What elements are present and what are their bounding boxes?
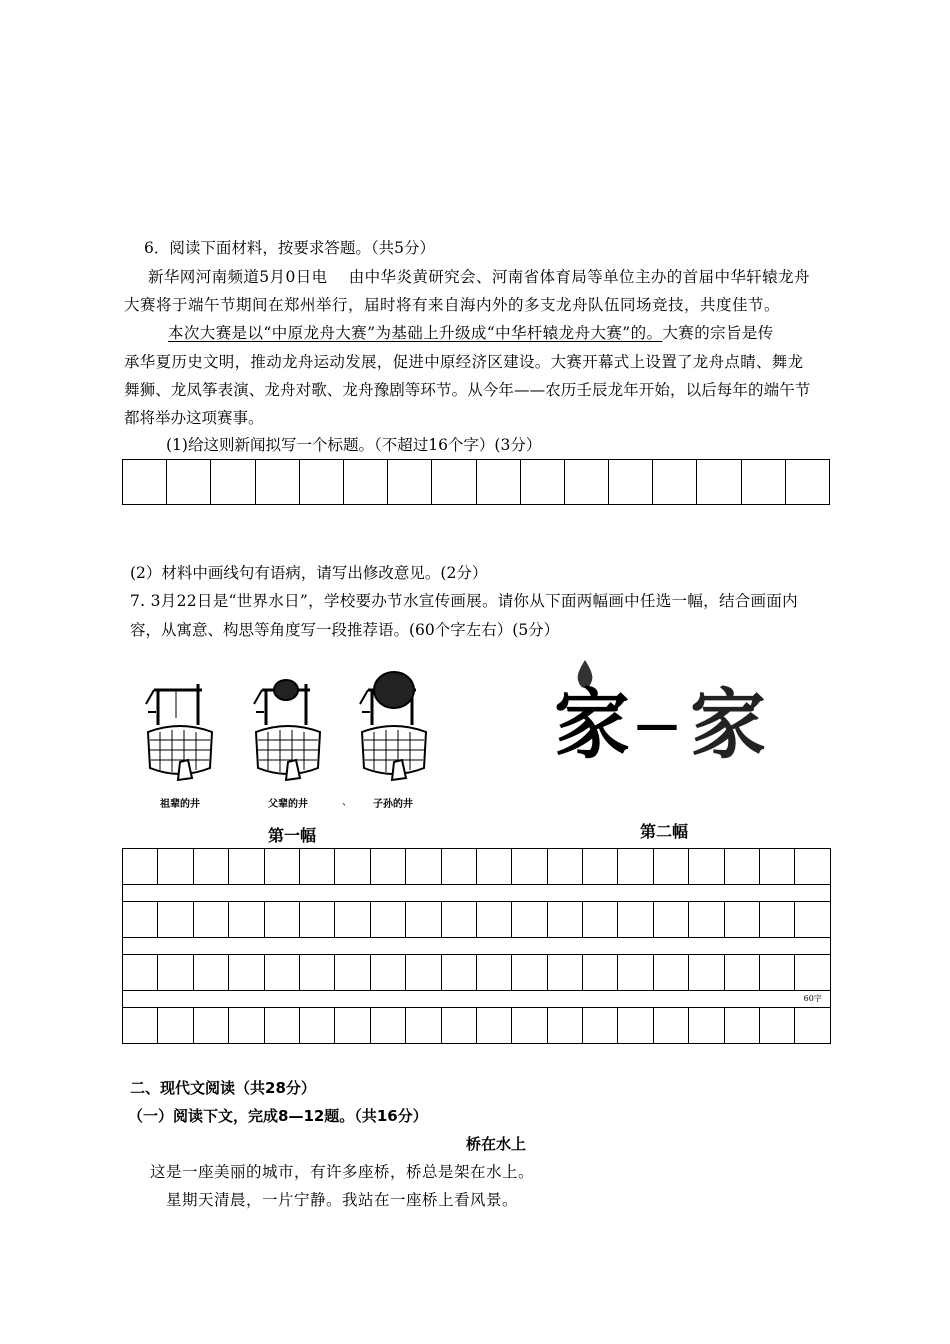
q6-sub1: (1)给这则新闻拟写一个标题。（不超过16个字）(3分） xyxy=(166,436,542,454)
grid-cell[interactable] xyxy=(583,902,618,938)
grid-cell[interactable] xyxy=(760,902,795,938)
calligraphy-char-left: 家 xyxy=(554,680,630,769)
grid-cell[interactable] xyxy=(299,460,343,505)
grid-cell[interactable] xyxy=(264,902,299,938)
grid-cell[interactable] xyxy=(299,902,334,938)
grid-cell[interactable] xyxy=(476,1008,511,1044)
well-caption-descendants: 子孙的井 xyxy=(373,799,413,810)
grid-cell[interactable] xyxy=(229,1008,264,1044)
grid-cell[interactable] xyxy=(264,849,299,885)
grid-cell[interactable] xyxy=(123,902,158,938)
well-caption-separator: 、 xyxy=(342,797,352,808)
grid-cell[interactable] xyxy=(583,955,618,991)
well-icon xyxy=(146,684,212,780)
q6-sub2: (2）材料中画线句有语病，请写出修改意见。(2分） xyxy=(130,564,488,582)
well-icon xyxy=(360,672,426,780)
grid-cell[interactable] xyxy=(432,460,476,505)
wells-illustration xyxy=(140,660,440,790)
grid-cell[interactable] xyxy=(476,955,511,991)
grid-cell[interactable] xyxy=(229,849,264,885)
grid-cell[interactable] xyxy=(158,902,193,938)
grid-cell[interactable] xyxy=(158,1008,193,1044)
grid-cell[interactable] xyxy=(547,849,582,885)
grid-cell[interactable] xyxy=(618,955,653,991)
q6-para1-line2: 大赛将于端午节期间在郑州举行，届时将有来自海内外的多支龙舟队伍同场竞技，共度佳节。 xyxy=(124,296,781,314)
grid-cell[interactable] xyxy=(512,955,547,991)
grid-cell[interactable] xyxy=(724,955,759,991)
q6-underlined-sentence: 本次大赛是以“中原龙舟大赛”为基础上升级成“中华杆辕龙舟大赛”的。 xyxy=(168,324,663,342)
article-title: 桥在水上 xyxy=(466,1135,527,1153)
grid-cell[interactable] xyxy=(193,849,228,885)
calligraphy-dash: — xyxy=(635,699,679,750)
grid-cell[interactable] xyxy=(406,955,441,991)
picture-label-2: 第二幅 xyxy=(640,822,689,841)
grid-cell[interactable] xyxy=(741,460,785,505)
grid-cell[interactable] xyxy=(689,849,724,885)
article-para2: 星期天清晨，一片宁静。我站在一座桥上看风景。 xyxy=(166,1191,519,1209)
grid-cell[interactable] xyxy=(441,955,476,991)
grid-cell[interactable] xyxy=(476,849,511,885)
grid-cell[interactable] xyxy=(441,902,476,938)
grid-cell[interactable] xyxy=(123,849,158,885)
grid-cell[interactable] xyxy=(653,902,688,938)
well-icon xyxy=(254,680,320,780)
grid-cell[interactable] xyxy=(609,460,653,505)
grid-cell[interactable] xyxy=(123,1008,158,1044)
q6-para2-line1 xyxy=(168,323,774,343)
grid-cell[interactable] xyxy=(618,849,653,885)
grid-cell[interactable] xyxy=(547,902,582,938)
grid-cell[interactable] xyxy=(760,955,795,991)
grid-cell[interactable] xyxy=(158,955,193,991)
grid-cell[interactable] xyxy=(193,902,228,938)
grid-cell[interactable] xyxy=(264,1008,299,1044)
grid-cell[interactable] xyxy=(785,460,829,505)
grid-cell[interactable] xyxy=(653,460,697,505)
section2-heading: 二、现代文阅读（共28分） xyxy=(130,1079,316,1097)
grid-cell[interactable] xyxy=(441,1008,476,1044)
grid-cell[interactable] xyxy=(441,849,476,885)
q6-para2-line4: 都将举办这项赛事。 xyxy=(124,409,264,427)
grid-cell[interactable] xyxy=(158,849,193,885)
grid-cell[interactable] xyxy=(653,955,688,991)
grid-cell[interactable] xyxy=(388,460,432,505)
grid-cell[interactable] xyxy=(406,849,441,885)
section2-subheading: （一）阅读下文，完成8—12题。（共16分） xyxy=(128,1107,428,1125)
grid-cell[interactable] xyxy=(689,955,724,991)
q7-line2: 容，从寓意、构思等角度写一段推荐语。(60个字左右）(5分） xyxy=(130,621,560,639)
grid-cell[interactable] xyxy=(512,849,547,885)
article-para1: 这是一座美丽的城市，有许多座桥，桥总是架在水上。 xyxy=(150,1163,535,1181)
calligraphy-char-right: 家 xyxy=(690,680,766,769)
grid-cell[interactable] xyxy=(547,1008,582,1044)
grid-cell[interactable] xyxy=(299,955,334,991)
grid-cell[interactable] xyxy=(123,460,167,505)
grid-cell[interactable] xyxy=(476,902,511,938)
grid-cell[interactable] xyxy=(343,460,387,505)
grid-cell[interactable] xyxy=(264,955,299,991)
grid-cell[interactable] xyxy=(335,849,370,885)
grid-cell[interactable] xyxy=(653,1008,688,1044)
q7-line1: 7. 3月22日是“世界水日”，学校要办节水宣传画展。请你从下面两幅画中任选一幅，结合画面内 xyxy=(130,592,798,610)
grid-cell[interactable] xyxy=(299,849,334,885)
grid-cell[interactable] xyxy=(653,849,688,885)
grid-cell[interactable] xyxy=(211,460,255,505)
grid-cell[interactable] xyxy=(255,460,299,505)
grid-cell[interactable] xyxy=(795,849,830,885)
grid-cell[interactable] xyxy=(406,902,441,938)
grid-cell[interactable] xyxy=(689,1008,724,1044)
grid-cell[interactable] xyxy=(229,902,264,938)
grid-cell[interactable] xyxy=(760,1008,795,1044)
grid-cell[interactable] xyxy=(547,955,582,991)
grid-cell[interactable] xyxy=(335,902,370,938)
grid-cell[interactable] xyxy=(512,902,547,938)
grid-cell[interactable] xyxy=(370,1008,405,1044)
grid-cell[interactable] xyxy=(167,460,211,505)
grid-cell[interactable] xyxy=(724,902,759,938)
grid-cell[interactable] xyxy=(476,460,520,505)
grid-cell[interactable] xyxy=(370,849,405,885)
grid-cell[interactable] xyxy=(583,1008,618,1044)
grid-cell[interactable] xyxy=(564,460,608,505)
grid-cell[interactable] xyxy=(795,1008,830,1044)
q6-para2-line2: 承华夏历史文明，推动龙舟运动发展，促进中原经济区建设。大赛开幕式上设置了龙舟点睛、舞龙 xyxy=(124,353,804,371)
q6-title: 6．阅读下面材料，按要求答题。（共5分） xyxy=(144,239,435,257)
well-caption-grandparents: 祖辈的井 xyxy=(160,799,200,810)
grid-cell[interactable] xyxy=(193,955,228,991)
grid-cell[interactable] xyxy=(335,1008,370,1044)
grid-spacer-row xyxy=(123,885,831,902)
grid-cell[interactable] xyxy=(370,955,405,991)
title-answer-grid[interactable] xyxy=(122,459,830,505)
grid-cell[interactable] xyxy=(618,902,653,938)
grid-cell[interactable] xyxy=(229,955,264,991)
q6-para2-rest: 大赛的宗旨是传 xyxy=(662,324,774,342)
grid-cell[interactable] xyxy=(795,955,830,991)
q6-para1-line1: 新华网河南频道5月0日电 由中华炎黄研究会、河南省体育局等单位主办的首届中华轩辕龙舟 xyxy=(148,268,810,286)
grid-cell[interactable] xyxy=(512,1008,547,1044)
picture-label-1: 第一幅 xyxy=(268,826,317,845)
grid-cell[interactable] xyxy=(724,1008,759,1044)
grid-cell[interactable] xyxy=(618,1008,653,1044)
grid-cell[interactable] xyxy=(335,955,370,991)
grid-cell[interactable] xyxy=(583,849,618,885)
grid-cell[interactable] xyxy=(193,1008,228,1044)
grid-cell[interactable] xyxy=(795,902,830,938)
grid-cell[interactable] xyxy=(123,955,158,991)
grid-60-char-mark: 60字 xyxy=(123,991,831,1008)
grid-cell[interactable] xyxy=(697,460,741,505)
grid-cell[interactable] xyxy=(406,1008,441,1044)
grid-cell[interactable] xyxy=(689,902,724,938)
grid-cell[interactable] xyxy=(760,849,795,885)
grid-cell[interactable] xyxy=(299,1008,334,1044)
recommendation-answer-grid[interactable] xyxy=(122,848,831,1044)
grid-cell[interactable] xyxy=(520,460,564,505)
grid-cell[interactable] xyxy=(370,902,405,938)
grid-cell[interactable] xyxy=(724,849,759,885)
well-caption-parents: 父辈的井 xyxy=(268,799,308,810)
q6-para2-line3: 舞狮、龙凤筝表演、龙舟对歌、龙舟豫剧等环节。从今年——农历壬辰龙年开始，以后每年的端午节 xyxy=(124,381,811,399)
grid-spacer-row xyxy=(123,938,831,955)
